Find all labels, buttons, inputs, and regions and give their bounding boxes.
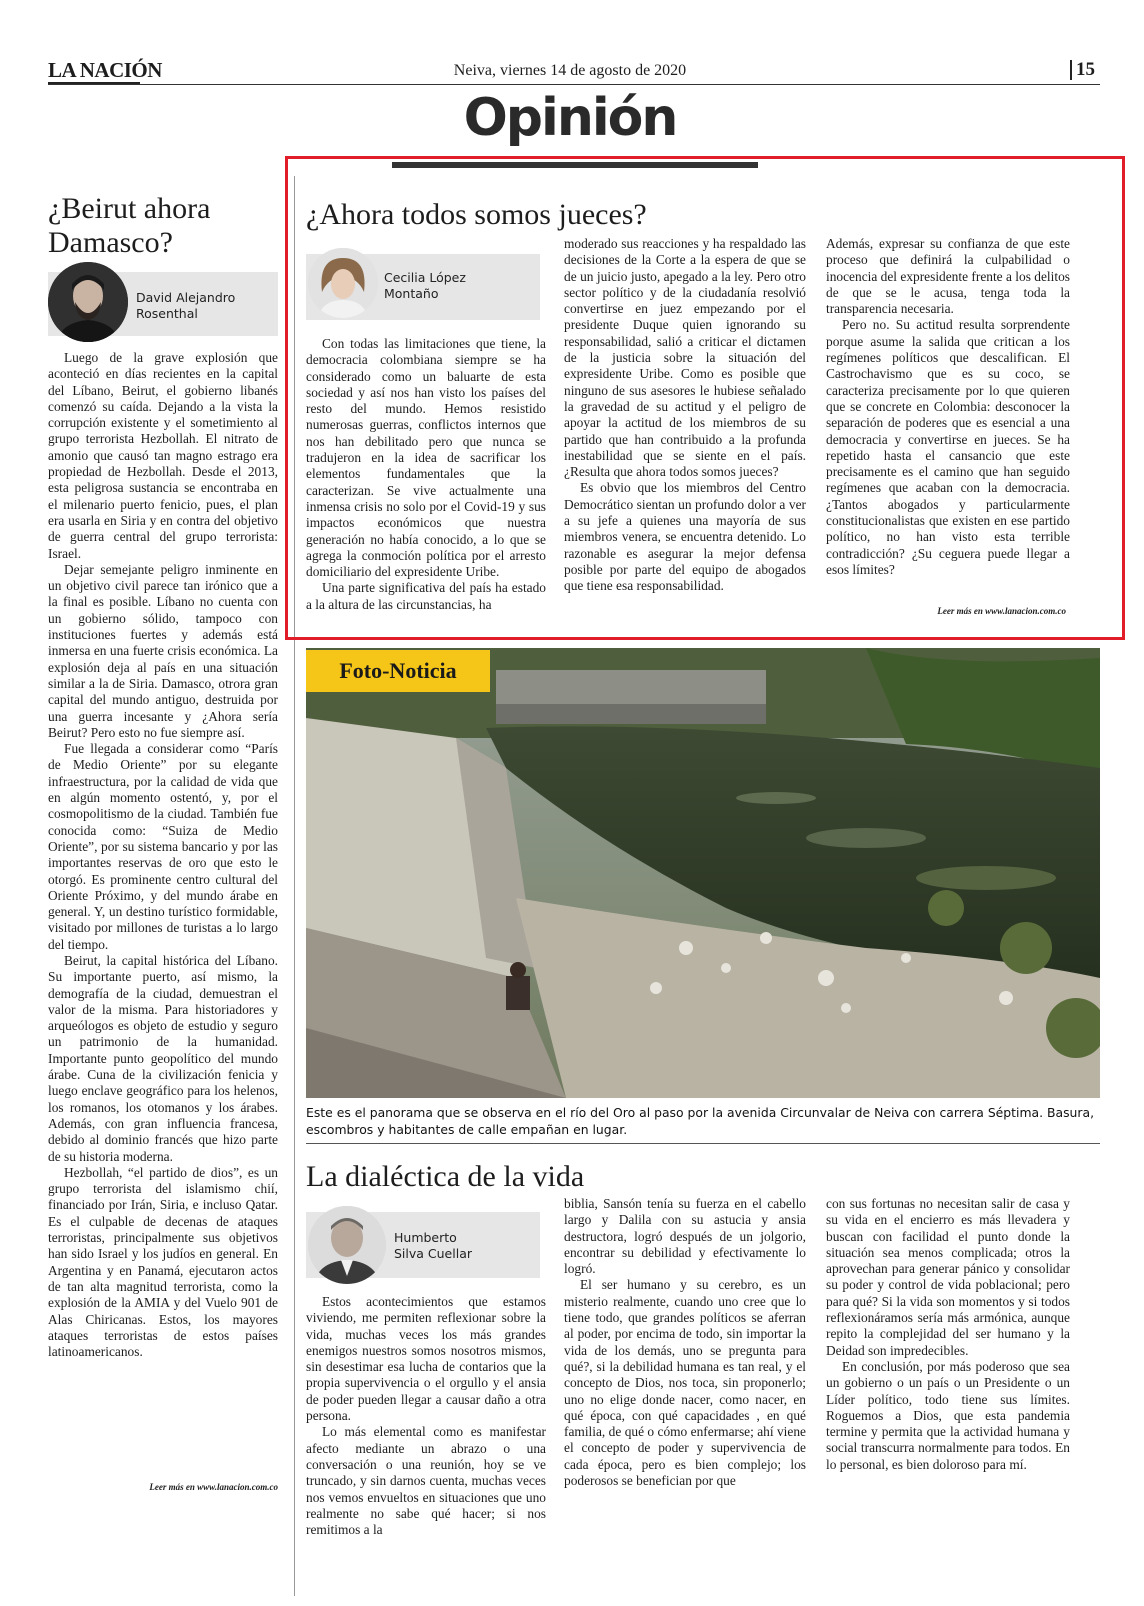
main-author-first: Cecilia López: [384, 270, 466, 285]
bottom-author-name: [394, 1230, 534, 1262]
dateline: Neiva, viernes 14 de agosto de 2020: [453, 62, 687, 79]
paragraph: Además, expresar su confianza de que este proceso que definirá la culpabilidad o inocencia del expresidente frente a los delitos de que se le acusa, tenga toda la transparencia necesaria.: [826, 236, 1070, 317]
paragraph: Lo más elemental como es manifestar afecto mediante un abrazo o una conversación o una reunión, hoy se ve truncado, y sin darnos cuenta, muchas veces nos vemos envueltos en situaciones que uno realmente no sabe qué hacer; si nos remitimos a la: [306, 1424, 546, 1538]
paragraph: Luego de la grave explosión que aconteció en días recientes en la capital del Líbano, Beirut, el gobierno libanés comenzó su caída. Dejando a la vista la corrupción existente y el sometimiento al grupo terrorista Hezbollah. El nitrato de amonio que causó tan magno estrago era propiedad de Hezbollah. Desde el 2013, esta peligrosa sustancia se encontraba en el milenario puerto fenicio, pues, el plan era usarla en Siria y en contra del objetivo de guerra central del grupo terrorista: Israel.: [48, 350, 278, 561]
person-photo-icon: [308, 1206, 386, 1284]
bottom-author-last: Silva Cuellar: [394, 1246, 472, 1261]
paragraph: Es obvio que los miembros del Centro Democrático sientan un profundo dolor a ver a su jefe a quienes una mayoría de sus miembros venera, se encuentra detenido. Lo razonable es asegurar la mejor defensa posible por parte del equipo de abogados que tiene esa responsabilidad.: [564, 480, 806, 594]
river-scene-image: [306, 648, 1100, 1098]
paragraph: con sus fortunas no necesitan salir de casa y su vida en el encierro es más llevadera y buscan con facilidad el punto donde la situación sea menos complicada; otros la aprovechan para generar pánico y consolidar su poder y control de vida poblacional; pero para qué? Si la vida son momentos y si todos reflexionáramos sería más armónica, aunque repito la complejidad del ser humano y la Deidad son impredecibles.: [826, 1196, 1070, 1358]
main-article-col1: [306, 336, 546, 618]
left-author-first: David Alejandro: [136, 290, 236, 305]
section-title: Opinión: [463, 88, 677, 148]
paragraph: moderado sus reacciones y ha respaldado las decisiones de la Corte a la espera de que se de un juicio justo, apegado a la ley. Pero otro sector político y de la ciudadanía resolvió convertirse en juez empezando por el presidente Duque quien ignorando su responsabilidad, salió a criticar el dictamen de la justicia sobre la situación del expresidente Uribe. Como es posible que ninguno de sus asesores le hubiese señalado la gravedad de su actitud y el peligro de apoyar la actitud de los miembros de su partido que han contribuido a la profunda inestabilidad que se siente en el país. ¿Resulta que ahora todos somos jueces?: [564, 236, 806, 480]
bottom-article-col1: [306, 1294, 546, 1594]
header-rule: [48, 84, 1100, 85]
left-read-more-link[interactable]: Leer más en www.lanacion.com.co: [149, 1482, 278, 1492]
photo-caption: Este es el panorama que se observa en el río del Oro al paso por la avenida Circunvalar de Neiva con carrera Séptima. Basura, escombros y habitantes de calle empañan en lugar.: [306, 1105, 1095, 1137]
paragraph: Fue llegada a considerar como “París de Medio Oriente” por su elegante infraestructura, por la calidad de vida que en algún momento ostentó, y, por el cosmopolitismo de la ciudad. También fue conocida como: “Suiza de Medio Oriente”, por su sistema bancario y por las importantes reservas de oro que esto le otorgó. Es prominente centro cultural del Oriente Próximo, y del mundo árabe en general. Y, un destino turístico formidable, visitado por millones de turistas a lo largo del tiempo.: [48, 741, 278, 952]
bottom-article-col3: [826, 1196, 1070, 1596]
bottom-author-first: Humberto: [394, 1230, 457, 1245]
left-article-title: ¿Beirut ahora Damasco?: [48, 192, 211, 259]
main-author-name: [384, 270, 534, 302]
main-article-title: ¿Ahora todos somos jueces?: [306, 198, 647, 231]
main-article-col3: [826, 236, 1070, 602]
left-article-body: [48, 350, 278, 1454]
left-author-last: Rosenthal: [136, 306, 198, 321]
photo-rule: [306, 1143, 1100, 1144]
newspaper-logo: LA NACIÓN: [48, 58, 162, 82]
bottom-article-title: La dialéctica de la vida: [306, 1160, 585, 1193]
paragraph: Una parte significativa del país ha estado a la altura de las circunstancias, ha: [306, 580, 546, 612]
paragraph: Hezbollah, “el partido de dios”, es un grupo terrorista del islamismo chií, financiado por Irán, Siria, e incluso Qatar. Es el culpable de decenas de ataques terroristas, principalmente sus objetivos han sido Israel y los judíos en general. En Argentina y en Panamá, ejecutaron actos de tan alta magnitud terrorista, como la explosión de la AMIA y del Vuelo 901 de Alas Chiricanas. Estos, los mayores ataques terroristas de estos países latinoamericanos.: [48, 1164, 278, 1360]
main-author-avatar: [308, 248, 378, 318]
paragraph: biblia, Sansón tenía su fuerza en el cabello largo y Dalila con su astucia y ansia destructora, logró después de un jolgorio, encontrar su debilidad y efectivamente lo logró.: [564, 1196, 806, 1277]
main-author-last: Montaño: [384, 286, 439, 301]
left-author-name: [136, 290, 276, 322]
left-author-avatar: [48, 262, 128, 342]
paragraph: El ser humano y su cerebro, es un misterio realmente, cuando uno cree que lo tiene todo, que grandes políticos se aferran al poder, por encima de todo, sin importar la vida de los demás, uno se pregunta para qué?, si la debilidad humana es tan real, y el concepto de Dios, nos toca, sin proponerlo; uno no elige donde nacer, como nacer, en qué época, con qué capacidades , en qué familia, de qué o cómo enfermarse; ahí viene el concepto de poder y supervivencia de cada época, pero es bien complejo; los poderosos se benefician por que: [564, 1277, 806, 1489]
river-photo: [306, 648, 1100, 1098]
paragraph: En conclusión, por más poderoso que sea un gobierno o un país o un Presidente o un Líder político, todo tiene sus límites. Roguemos a Dios, que esta pandemia termine y permita que la actividad humana y social transcurra normalmente para todos. En lo personal, es bien doloroso para mí.: [826, 1358, 1070, 1472]
paragraph: Con todas las limitaciones que tiene, la democracia colombiana siempre se ha considerado como un baluarte de esta sociedad y así nos han visto los países del resto del mundo. Hemos resistido numerosas guerras, conflictos internos que nos han debilitado pero que nunca se tradujeron en la idea de sacrificar los elementos fundamentales que la caracterizan. Se vive actualmente una inmensa crisis no solo por el Covid-19 y sus impactos económicos que nuestra generación no había conocido, a lo que se agrega la conmoción política por el arresto domiciliario del expresidente Uribe.: [306, 336, 546, 580]
page-number: 15: [1070, 60, 1095, 80]
bottom-article-col2: [564, 1196, 806, 1596]
paragraph: Beirut, la capital histórica del Líbano. Su importante puerto, así mismo, la demografía de la ciudad, demuestran el valor de la misma. Para historiadores y arqueólogos es objeto de estudio y seguro un patrimonio de la humanidad. Importante punto geopolítico del mundo árabe. Cuna de la civilización fenicia y luego enclave geográfico para los helenos, los romanos, los otomanos y los árabes. Además, con gran influencia francesa, debido al dominio francés que hizo parte de su historia moderna.: [48, 952, 278, 1164]
main-read-more-link[interactable]: Leer más en www.lanacion.com.co: [937, 606, 1066, 616]
main-article-col2: [564, 236, 806, 620]
bottom-author-avatar: [308, 1206, 386, 1284]
paragraph: Pero no. Su actitud resulta sorprendente porque asume la salida que critican a los regímenes políticos que descalifican. El Castrochavismo que es su coco, se caracteriza precisamente por lo que quieren que se concrete en Colombia: desconocer la separación de poderes que es esencial a una democracia y convertirse en jueces. Se ha repetido hasta el cansancio que este precisamente es el camino que han seguido regímenes que acaban con la democracia. ¿Tantos abogados y particularmente constitucionalistas que existen en ese partido político, no han visto esta terrible contradicción? ¿Su ceguera puede llegar a esos límites?: [826, 317, 1070, 577]
person-photo-icon: [48, 262, 128, 342]
paragraph: Estos acontecimientos que estamos viviendo, me permiten reflexionar sobre la vida, muchas veces los más grandes enemigos nuestros somos nosotros mismos, sin desestimar esa lucha de contarios que la propia supervivencia o el orgullo y el ansia de poder pueden llegar a causar daño a otra persona.: [306, 1294, 546, 1424]
paragraph: Dejar semejante peligro inminente en un objetivo civil parece tan irónico que a la final es posible. Líbano no cuenta con un gobierno sólido, tampoco con instituciones fuertes y además está inmersa en una fuerte crisis económica. La explosión deja al país en una situación similar a la de Siria. Damasco, otrora gran capital del mundo antiguo, destruida por una guerra incesante y ¿Ahora sería Beirut? Pero esto no fue siempre así.: [48, 561, 278, 740]
person-photo-icon: [308, 248, 378, 318]
foto-noticia-tag: Foto-Noticia: [306, 650, 490, 692]
